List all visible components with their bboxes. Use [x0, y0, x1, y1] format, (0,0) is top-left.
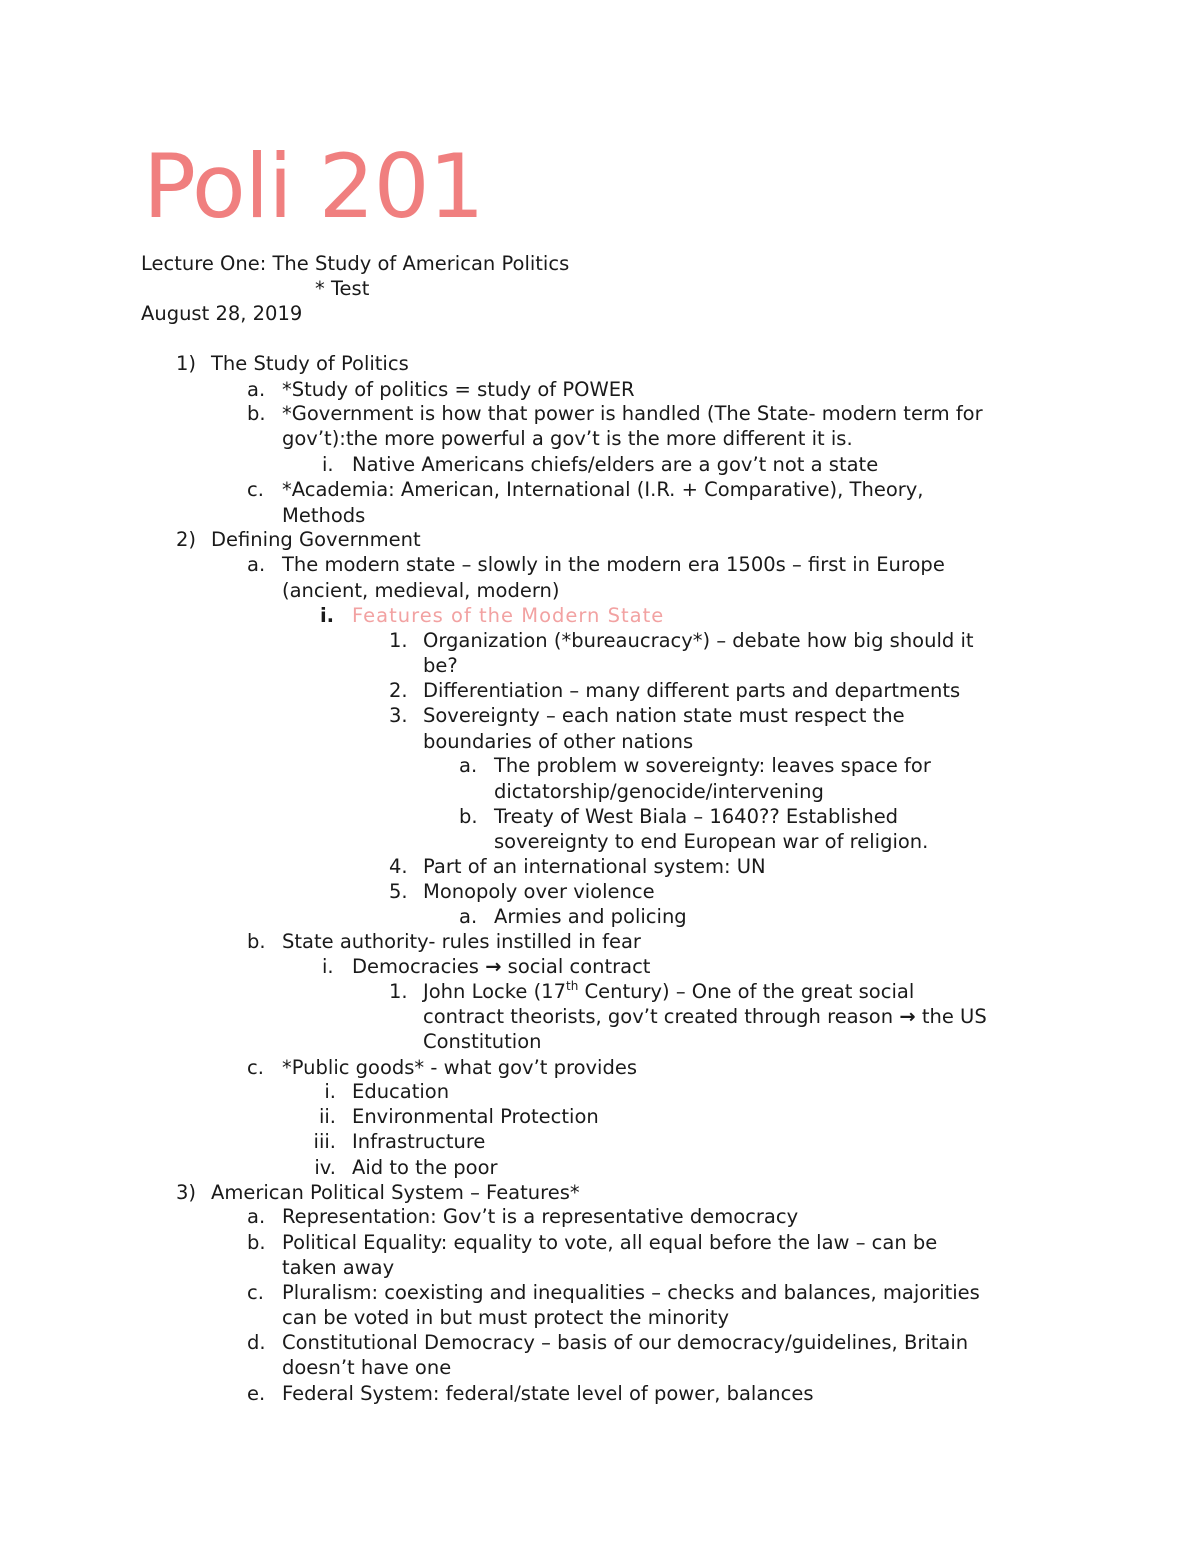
list-label: a.: [247, 1205, 266, 1228]
list-label: i.: [324, 1080, 336, 1103]
list-label: a.: [459, 754, 478, 777]
list-label: d.: [247, 1331, 266, 1354]
list-label: i.: [320, 604, 335, 627]
list-label: i.: [322, 955, 334, 978]
page-title: Poli 201: [143, 135, 484, 238]
list-label: c.: [247, 1056, 264, 1079]
document-page: Poli 201 Lecture One: The Study of American Politics * Test August 28, 2019 1) The Study of Politics a. *Study of politics = study of POWER b. *Government is how that power is handled (The State- modern term for gov’t):the more powerful a gov’t is the more different it is. i. Native Americans chiefs/elders are a gov’t not a state c. *Academia: American, International (I.R. + Comparative), Theory, Methods 2) Defining Government a. The modern state – slowly in the modern era 1500s – first in Europe (ancient, medieval, modern) i. Features of the Modern State 1. Organization (*bureaucracy*) – debate how big should it be? 2. Differentiation – many different parts and departments 3. Sovereignty – each nation state must respect the boundaries of other nations a. The problem w sovereignty: leaves space for dictatorship/genocide/intervening b. Treaty of West Biala – 1640?? Established sovereignty to end European war of religion. 4. Part of an international system: UN 5. Monopoly over violence a. Armies and policing b. State authority- rules instilled in fear i. Democracies → social contract 1. John Locke (17th Century) – One of the great social contract theorists, gov’t created through reason → the US Constitution c. *Public goods* - what gov’t provides i. Education ii. Environmental Protection iii. Infrastructure iv. Aid to the poor 3) American Political System – Features* a. Representation: Gov’t is a representative democracy b. Political Equality: equality to vote, all equal before the law – can be taken away c. Pluralism: coexisting and inequalities – checks and balances, majorities can be voted in but must protect the minority d. Constitutional Democracy – basis of our democracy/guidelines, Britain doesn’t have one e. Federal System: federal/state level of power, balances: [141, 135, 987, 1405]
list-label: c.: [247, 1281, 264, 1304]
list-label: b.: [247, 402, 266, 425]
list-label: i.: [322, 453, 334, 476]
list-label: 4.: [389, 855, 408, 878]
list-label: c.: [247, 478, 264, 501]
arrow-icon: →: [485, 955, 502, 978]
list-label: iv.: [314, 1156, 336, 1179]
list-label: 2): [176, 528, 197, 551]
list-label: b.: [247, 930, 266, 953]
list-label: b.: [247, 1231, 266, 1254]
arrow-icon: →: [899, 1005, 916, 1028]
list-label: 5.: [389, 880, 408, 903]
list-label: iii.: [313, 1130, 336, 1153]
list-label: a.: [459, 905, 478, 928]
list-label: 3.: [389, 704, 408, 727]
list-label: e.: [247, 1382, 266, 1405]
list-label: 2.: [389, 679, 408, 702]
list-label: b.: [459, 805, 478, 828]
list-label: 1.: [389, 629, 408, 652]
list-label: ii.: [318, 1105, 336, 1128]
list-label: a.: [247, 553, 266, 576]
list-label: 3): [176, 1181, 197, 1204]
list-label: 1.: [389, 980, 408, 1003]
list-label: 1): [176, 352, 197, 375]
list-label: a.: [247, 378, 266, 401]
